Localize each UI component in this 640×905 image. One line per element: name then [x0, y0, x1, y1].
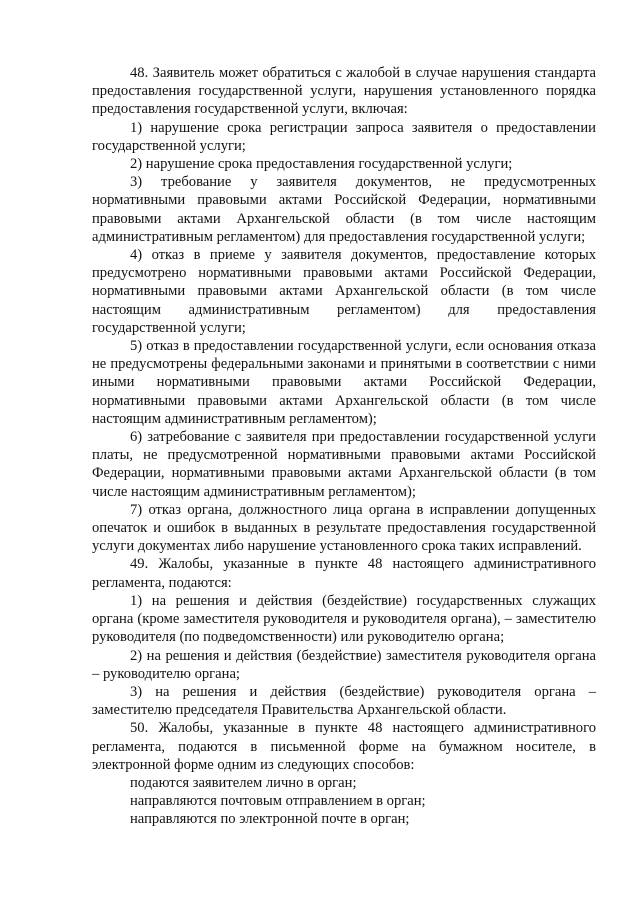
paragraph-48-item-3: 3) требование у заявителя документов, не предусмотренных нормативными правовыми актами Российской Федерации, нормативными правовыми актами Архангельской области (в том числе настоящим административным регламентом) для предоставления государственной услуги;: [92, 174, 596, 245]
paragraph-50-method-3: направляются по электронной почте в орган;: [130, 811, 410, 828]
paragraph-48: 48. Заявитель может обратиться с жалобой в случае нарушения стандарта предоставления государственной услуги, нарушения установленного порядка предоставления государственной услуги, включая:: [92, 65, 596, 118]
paragraph-49: 49. Жалобы, указанные в пункте 48 настоящего административного регламента, подаются:: [92, 556, 596, 591]
paragraph-49-item-1: 1) на решения и действия (бездействие) государственных служащих органа (кроме заместителя руководителя и руководителя органа), – заместителю руководителя (по подведомственности) или руководителю органа;: [92, 592, 596, 646]
paragraph-48-item-7: 7) отказ органа, должностного лица органа в исправлении допущенных опечаток и ошибок в выданных в результате предоставления государственной услуги документах либо нарушение установленного срока таких исправлений.: [92, 501, 596, 555]
paragraph-50-method-1: подаются заявителем лично в орган;: [130, 774, 357, 791]
paragraph-49-item-2: 2) на решения и действия (бездействие) заместителя руководителя органа – руководителю органа;: [92, 647, 596, 682]
paragraph-49-item-3: 3) на решения и действия (бездействие) руководителя органа – заместителю председателя Правительства Архангельской области.: [92, 683, 596, 719]
document-body: [92, 64, 596, 829]
paragraph-48-item-4: 4) отказ в приеме у заявителя документов, предоставление которых предусмотрено нормативными правовыми актами Российской Федерации, нормативными правовыми актами Архангельской области (в том числе настоящим административным регламентом) для предоставления государственной услуги;: [92, 247, 596, 336]
paragraph-48-item-1: 1) нарушение срока регистрации запроса заявителя о предоставлении государственной услуги;: [92, 119, 596, 154]
paragraph-50: 50. Жалобы, указанные в пункте 48 настоящего административного регламента, подаются в письменной форме на бумажном носителе, в электронной форме одним из следующих способов:: [92, 720, 596, 773]
paragraph-48-item-2: 2) нарушение срока предоставления государственной услуги;: [130, 156, 513, 173]
paragraph-50-method-2: направляются почтовым отправлением в орган;: [130, 793, 426, 810]
paragraph-48-item-5: 5) отказ в предоставлении государственной услуги, если основания отказа не предусмотрены федеральными законами и принятыми в соответствии с ними иными нормативными правовыми актами Российской Федерации, нормативными правовыми актами Архангельской области (в том числе настоящим административным регламентом);: [92, 338, 596, 427]
paragraph-48-item-6: 6) затребование с заявителя при предоставлении государственной услуги платы, не предусмотренной нормативными правовыми актами Российской Федерации, нормативными правовыми актами Архангельской области (в том числе настоящим административным регламентом);: [92, 429, 596, 500]
